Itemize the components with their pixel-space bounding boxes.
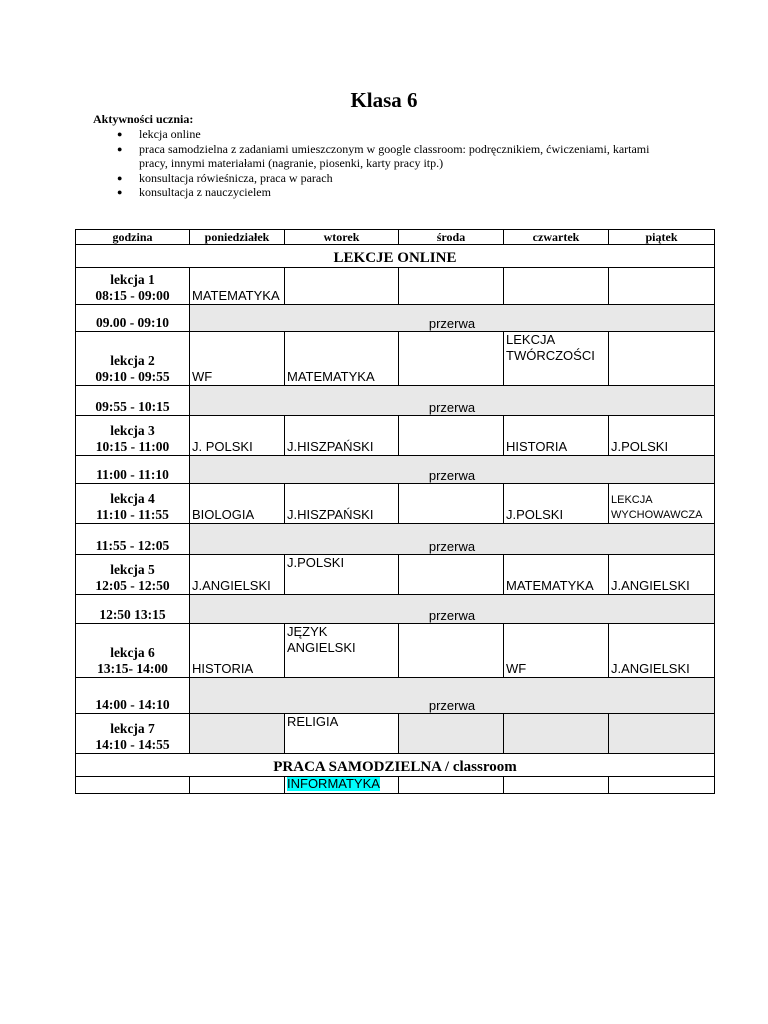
lesson-cell-friday [609,268,715,305]
column-header-monday: poniedziałek [190,230,285,245]
lesson-cell-wednesday [399,484,504,524]
lesson-row [76,714,715,754]
schedule-table [75,229,715,794]
lesson-cell-wednesday [399,624,504,678]
lesson-row [76,416,715,456]
break-time: 09:55 - 10:15 [76,386,190,416]
lesson-cell-tuesday: MATEMATYKA [285,332,399,386]
lesson-cell-friday: J.ANGIELSKI [609,624,715,678]
classroom-cell-tuesday [285,777,399,794]
lesson-cell-thursday [504,714,609,754]
lesson-name: lekcja 7 [110,721,155,736]
section-row [76,245,715,268]
lesson-cell-monday: HISTORIA [190,624,285,678]
classroom-cell-hour [76,777,190,794]
column-header-tuesday: wtorek [285,230,399,245]
lesson-row [76,484,715,524]
lesson-cell-tuesday: J.POLSKI [285,555,399,595]
lesson-hours: 10:15 - 11:00 [95,439,170,454]
lesson-cell-tuesday: RELIGIA [285,714,399,754]
lesson-name: lekcja 1 [110,272,155,287]
lesson-name: lekcja 4 [110,491,155,506]
lesson-cell-tuesday [285,268,399,305]
lesson-hours: 13:15- 14:00 [97,661,168,676]
lesson-cell-wednesday [399,332,504,386]
lesson-row [76,624,715,678]
break-row [76,678,715,714]
lesson-cell-monday: BIOLOGIA [190,484,285,524]
classroom-cell-friday [609,777,715,794]
break-time: 09.00 - 09:10 [76,305,190,332]
lesson-cell-thursday: MATEMATYKA [504,555,609,595]
section-online-label: LEKCJE ONLINE [76,245,715,268]
lesson-row [76,332,715,386]
lesson-row [76,268,715,305]
page-title: Klasa 6 [350,88,418,112]
lesson-name: lekcja 5 [110,562,155,577]
lesson-cell-wednesday [399,268,504,305]
break-label: przerwa [190,678,715,714]
classroom-cell-wednesday [399,777,504,794]
lesson-row [76,555,715,595]
lesson-cell-thursday: LEKCJA TWÓRCZOŚCI [504,332,609,386]
lesson-time [76,268,190,305]
classroom-subject-highlight: INFORMATYKA [287,776,380,791]
lesson-cell-wednesday [399,416,504,456]
lesson-cell-tuesday: J.HISZPAŃSKI [285,484,399,524]
break-label: przerwa [190,524,715,555]
column-header-hour: godzina [76,230,190,245]
lesson-hours: 08:15 - 09:00 [95,288,170,303]
lesson-cell-friday: LEKCJA WYCHOWAWCZA [609,484,715,524]
lesson-cell-monday: MATEMATYKA [190,268,285,305]
activity-item: ● praca samodzielna z zadaniami umieszczonym w google classroom: podręcznikiem, ćwiczeniami, kartami pracy, innymi materiałami (nagranie, piosenki, karty pracy itp.) [139,142,679,171]
lesson-name: lekcja 2 [110,353,155,368]
lesson-hours: 14:10 - 14:55 [95,737,170,752]
break-time: 12:50 13:15 [76,595,190,624]
lesson-cell-monday: WF [190,332,285,386]
break-label: przerwa [190,305,715,332]
lesson-name: lekcja 3 [110,423,155,438]
column-header-thursday: czwartek [504,230,609,245]
break-row [76,386,715,416]
break-row [76,595,715,624]
lesson-time [76,484,190,524]
lesson-cell-monday: J. POLSKI [190,416,285,456]
break-row [76,305,715,332]
lesson-cell-thursday: HISTORIA [504,416,609,456]
activity-item: ● konsultacja z nauczycielem [139,185,679,200]
lesson-cell-thursday [504,268,609,305]
classroom-row [76,777,715,794]
break-label: przerwa [190,386,715,416]
break-row [76,456,715,484]
lesson-cell-tuesday: JĘZYK ANGIELSKI [285,624,399,678]
activity-item: ● konsultacja rówieśnicza, praca w parach [139,171,679,186]
lesson-hours: 11:10 - 11:55 [96,507,169,522]
lesson-cell-wednesday [399,714,504,754]
break-time: 11:00 - 11:10 [76,456,190,484]
lesson-cell-friday [609,332,715,386]
lesson-time [76,714,190,754]
classroom-cell-monday [190,777,285,794]
lesson-cell-friday: J.ANGIELSKI [609,555,715,595]
lesson-cell-tuesday: J.HISZPAŃSKI [285,416,399,456]
activities-heading: Aktywności ucznia: [93,112,194,126]
lesson-cell-friday [609,714,715,754]
header-row [76,230,715,245]
lesson-time [76,555,190,595]
break-label: przerwa [190,456,715,484]
lesson-cell-thursday: WF [504,624,609,678]
lesson-hours: 09:10 - 09:55 [95,369,170,384]
lesson-cell-monday [190,714,285,754]
classroom-cell-thursday [504,777,609,794]
break-time: 11:55 - 12:05 [76,524,190,555]
break-row [76,524,715,555]
lesson-cell-wednesday [399,555,504,595]
break-label: przerwa [190,595,715,624]
activity-item: ● lekcja online [139,127,679,142]
column-header-wednesday: środa [399,230,504,245]
lesson-cell-friday: J.POLSKI [609,416,715,456]
lesson-hours: 12:05 - 12:50 [95,578,170,593]
break-time: 14:00 - 14:10 [76,678,190,714]
lesson-time [76,624,190,678]
lesson-name: lekcja 6 [110,645,155,660]
section-row [76,754,715,777]
activities-list [139,127,679,200]
column-header-friday: piątek [609,230,715,245]
section-classroom-label: PRACA SAMODZIELNA / classroom [76,754,715,777]
lesson-time [76,332,190,386]
lesson-cell-thursday: J.POLSKI [504,484,609,524]
lesson-cell-monday: J.ANGIELSKI [190,555,285,595]
lesson-time [76,416,190,456]
